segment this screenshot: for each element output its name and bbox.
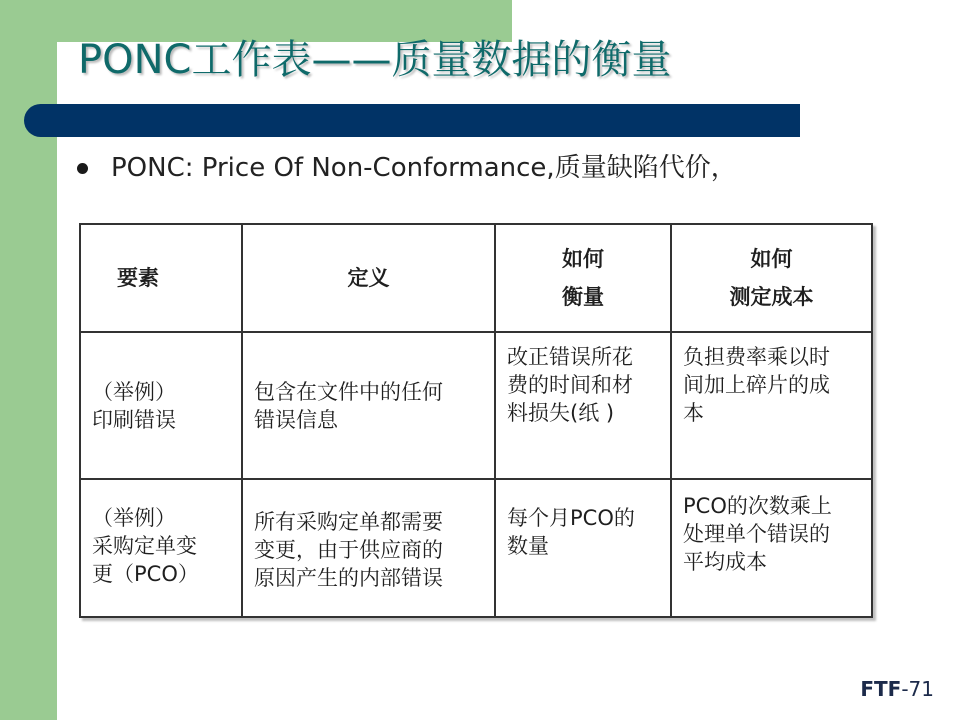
- table-cell: 负担费率乘以时 间加上碎片的成 本: [671, 332, 872, 479]
- table-header-row: [80, 224, 872, 332]
- slide-number: [860, 677, 934, 701]
- slide-title: PONC工作表——质量数据的衡量: [78, 37, 672, 83]
- table-header-cell: 定义: [242, 224, 495, 332]
- table-header-cell: 如何 衡量: [495, 224, 671, 332]
- table-cell: 包含在文件中的任何 错误信息: [242, 332, 495, 479]
- table-cell: 所有采购定单都需要 变更，由于供应商的 原因产生的内部错误: [242, 479, 495, 617]
- title-underline-bar: [24, 104, 800, 137]
- table-header-cell: 如何 测定成本: [671, 224, 872, 332]
- table-header-cell: 要素: [80, 224, 242, 332]
- table-row: [80, 479, 872, 617]
- table-cell: （举例） 采购定单变 更（PCO）: [80, 479, 242, 617]
- table-cell: PCO的次数乘上 处理单个错误的 平均成本: [671, 479, 872, 617]
- ponc-table: [79, 223, 873, 618]
- footer-page: -71: [901, 677, 934, 701]
- bullet-text: PONC: Price Of Non-Conformance,质量缺陷代价，: [111, 153, 737, 183]
- bullet-icon: [77, 163, 88, 174]
- table-cell: 每个月PCO的 数量: [495, 479, 671, 617]
- table-cell: （举例） 印刷错误: [80, 332, 242, 479]
- table-row: [80, 332, 872, 479]
- table-cell: 改正错误所花 费的时间和材 料损失(纸 ): [495, 332, 671, 479]
- footer-brand: FTF: [860, 677, 902, 701]
